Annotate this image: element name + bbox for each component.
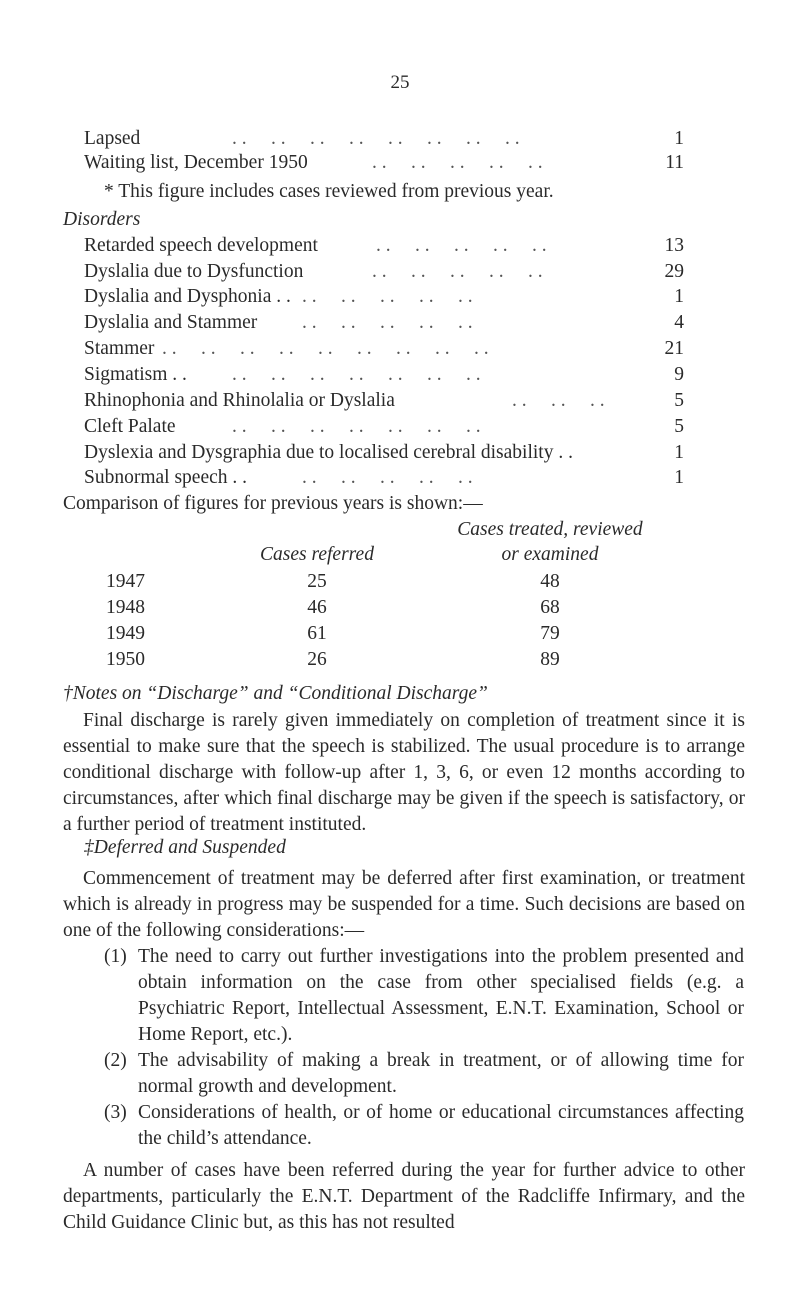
disorders-heading: Disorders [63,209,141,230]
referred-cell: 61 [307,623,327,644]
year-cell: 1948 [106,597,145,618]
item-text: Considerations of health, or of home or educational circumstances affecting the child’s attendance. [138,1102,744,1149]
disorder-value: 5 [674,416,684,437]
leader-dots: . . . . . . . . . . [376,235,547,256]
leader-dots: . . . . . . . . . . [302,312,473,333]
item-number: (1) [104,946,127,967]
item-number: (2) [104,1050,127,1071]
item-text: The need to carry out further investigations into the problem presented and obtain information on the case from other specialised fields (e.g. a Psychiatric Report, Intellectual Assessment, E.N.T. Examination, School or Home Report, etc.). [138,946,744,1045]
leader-dots: . . . . . . . . . . . . . . [232,364,481,385]
leader-dots: . . . . . . . . . . [302,286,473,307]
closing-text: A number of cases have been referred during the year for further advice to other departments, particularly the E.N.T. Department of the Radcliffe Infirmary, and the Child Guidance Clinic but, as this has not resulted [63,1160,745,1233]
disorder-label: Dyslalia due to Dysfunction [84,261,304,282]
disorder-value: 9 [674,364,684,385]
notes-discharge-text: Final discharge is rarely given immediately on completion of treatment since it is essential to make sure that the speech is stabilized. The usual procedure is to arrange conditional discharge with follow-up after 1, 3, 6, or even 12 months according to circumstances, after which final discharge may be given if the speech is satisfactory, or a further period of treatment instituted. [63,710,745,835]
disorder-value: 29 [664,261,684,282]
referred-cell: 26 [307,649,327,670]
disorder-label: Rhinophonia and Rhinolalia or Dyslalia [84,390,395,411]
closing-paragraph [63,1158,745,1236]
disorder-label: Subnormal speech . . [84,467,248,488]
disorder-value: 1 [674,467,684,488]
disorder-label: Stammer [84,338,155,359]
leader-dots: . . . . . . . . . . . . . . [232,416,481,437]
disorder-label: Retarded speech development [84,235,318,256]
col-treated-header-1: Cases treated, reviewed [457,519,643,540]
leader-dots: . . . . . . . . . . [302,467,473,488]
leader-dots: . . . . . . . . . . [372,152,543,173]
referred-cell: 46 [307,597,327,618]
item-number: (3) [104,1102,127,1123]
deferred-heading: ‡Deferred and Suspended [84,837,286,858]
disorder-label: Sigmatism . . [84,364,187,385]
disorder-value: 21 [664,338,684,359]
item-text: The advisability of making a break in treatment, or of allowing time for normal growth and development. [138,1050,744,1097]
footnote-star: * This figure includes cases reviewed from previous year. [104,181,554,202]
disorder-label: Cleft Palate [84,416,176,437]
lapsed-value: 1 [674,128,684,149]
disorder-label: Dyslexia and Dysgraphia due to localised cerebral disability . . [84,442,573,463]
treated-cell: 68 [540,597,560,618]
year-cell: 1949 [106,623,145,644]
lapsed-label: Lapsed [84,128,141,149]
disorder-value: 4 [674,312,684,333]
waiting-list-value: 11 [665,152,684,173]
deferred-body [63,866,745,944]
col-referred-header: Cases referred [260,544,374,565]
disorder-value: 5 [674,390,684,411]
waiting-list-label: Waiting list, December 1950 [84,152,308,173]
leader-dots: . . . . . . . . . . . . . . . . . . [162,338,489,359]
notes-discharge-body [63,708,745,838]
page-number: 25 [390,72,410,93]
leader-dots: . . . . . . . . . . . . . . . . [232,128,520,149]
year-cell: 1950 [106,649,145,670]
disorder-value: 1 [674,442,684,463]
year-cell: 1947 [106,571,145,592]
leader-dots: . . . . . . [512,390,605,411]
treated-cell: 48 [540,571,560,592]
notes-discharge-heading: †Notes on “Discharge” and “Conditional Discharge” [63,683,488,704]
referred-cell: 25 [307,571,327,592]
disorder-value: 1 [674,286,684,307]
disorder-label: Dyslalia and Dysphonia . . [84,286,291,307]
deferred-text: Commencement of treatment may be deferred after first examination, or treatment which is already in progress may be suspended for a time. Such decisions are based on one of the following considerations:— [63,868,745,941]
col-treated-header-2: or examined [501,544,599,565]
leader-dots: . . . . . . . . . . [372,261,543,282]
disorder-label: Dyslalia and Stammer [84,312,258,333]
comparison-intro: Comparison of figures for previous years is shown:— [63,493,483,514]
treated-cell: 89 [540,649,560,670]
treated-cell: 79 [540,623,560,644]
disorder-value: 13 [664,235,684,256]
